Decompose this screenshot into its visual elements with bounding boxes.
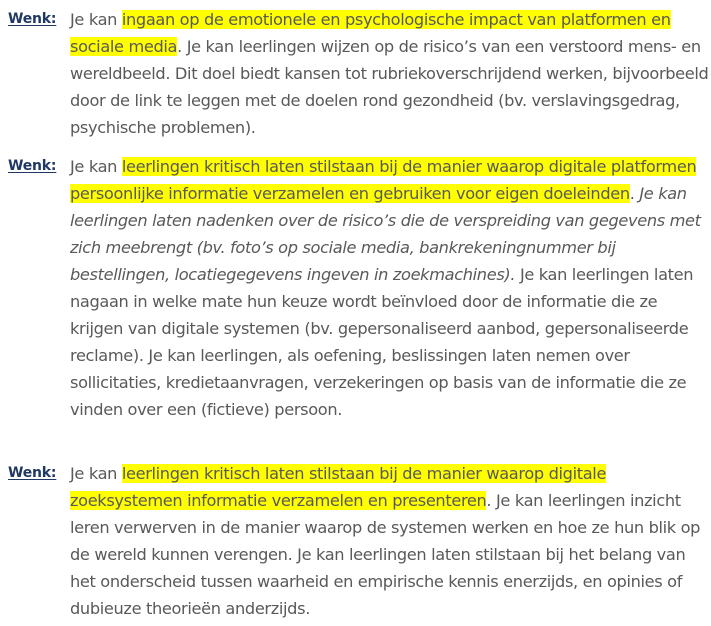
wenk-rest: Je kan leerlingen laten nagaan in welke mate hun keuze wordt beïnvloed door de informatie die ze krijgen van digitale systemen (bv. gepersonaliseerd aanbod, gepersonaliseerde reclame). Je kan leerlingen, als oefening, beslissingen laten nemen over sollicitaties, kredietaanvragen, verzekeringen op basis van de informatie die ze vinden over een (fictieve) persoon.: [70, 265, 694, 419]
highlighted-text: leerlingen kritisch laten stilstaan bij de manier waarop digitale platformen persoonlijke informatie verzamelen en gebruiken voor eigen doeleinden: [70, 157, 697, 203]
wenk-after-highlight: .: [629, 184, 640, 203]
wenk-intro: Je kan: [70, 157, 122, 176]
wenk-block-1: [8, 6, 708, 141]
wenk-rest: . Je kan leerlingen wijzen op de risico’s van een verstoord mens- en wereldbeeld. Dit doel biedt kansen tot rubriekoverschrijdend werken, bijvoorbeeld door de link te leggen met de doelen rond gezondheid (bv. verslavingsgedrag, psychische problemen).: [70, 37, 709, 137]
highlighted-text: leerlingen kritisch laten stilstaan bij de manier waarop digitale zoeksystemen informatie verzamelen en presenteren: [70, 464, 607, 510]
wenk-text: [70, 460, 710, 622]
wenk-label: Wenk:: [8, 465, 57, 481]
wenk-label: Wenk:: [8, 11, 57, 27]
wenk-block-2: [8, 153, 708, 423]
wenk-intro: Je kan: [70, 464, 122, 483]
wenk-text: [70, 6, 710, 141]
wenk-rest: . Je kan leerlingen inzicht leren verwerven in de manier waarop de systemen werken en hoe ze hun blik op de wereld kunnen verengen. Je kan leerlingen laten stilstaan bij het belang van het onderscheid tussen waarheid en empirische kennis enerzijds, en opinies of dubieuze theorieën anderzijds.: [70, 491, 701, 618]
wenk-text: [70, 153, 710, 423]
wenk-block-3: [8, 460, 708, 622]
highlighted-text: ingaan op de emotionele en psychologische impact van platformen en sociale media: [70, 10, 671, 56]
italic-text: Je kan leerlingen laten nadenken over de risico’s die de verspreiding van gegevens met zich meebrengt (bv. foto’s op sociale media, bankrekeningnummer bij bestellingen, locatiegegevens ingeven in zoekmachines).: [70, 184, 701, 284]
wenk-label: Wenk:: [8, 158, 57, 174]
wenk-intro: Je kan: [70, 10, 122, 29]
